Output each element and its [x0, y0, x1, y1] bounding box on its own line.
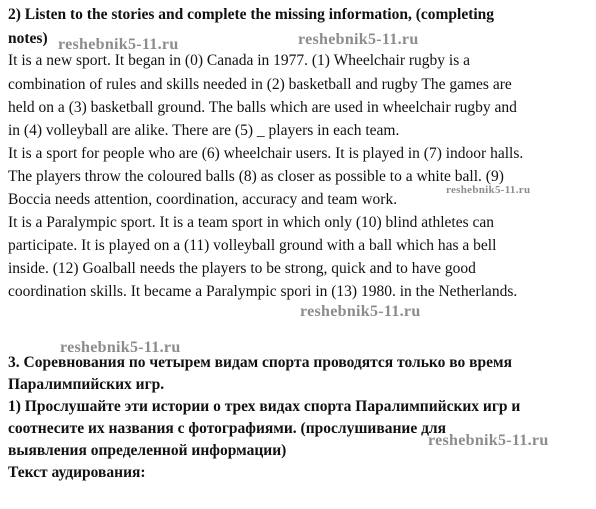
task2-text-line: It is a new sport. It began in (0) Canada in 1977. (1) Wheelchair rugby is a — [8, 52, 470, 69]
task3-line: 3. Соревнования по четырем видам спорта проводятся только во время — [8, 354, 512, 371]
watermark: reshebnik5-11.ru — [58, 36, 179, 53]
task2-text-line: in (4) volleyball are alike. There are (5) _ players in each team. — [8, 122, 400, 139]
watermark: reshebnik5-11.ru — [60, 339, 181, 356]
task2-text-line: held on a (3) basketball ground. The balls which are used in wheelchair rugby and — [8, 99, 517, 116]
task2-text-line: Boccia needs attention, coordination, accuracy and team work. — [8, 191, 398, 208]
watermark: reshebnik5-11.ru — [446, 184, 531, 196]
watermark: reshebnik5-11.ru — [300, 303, 421, 320]
task2-title-line2: notes) — [8, 30, 48, 47]
task3-line: 1) Прослушайте эти истории о трех видах спорта Паралимпийских игр и — [8, 398, 521, 415]
watermark: reshebnik5-11.ru — [298, 31, 419, 48]
task2-text-line: It is a sport for people who are (6) wheelchair users. It is played in (7) indoor halls. — [8, 145, 524, 162]
task3-line: Паралимпийских игр. — [8, 376, 165, 393]
task2-text-line: participate. It is played on a (11) volleyball ground with a ball which has a bell — [8, 237, 497, 254]
task2-text-line: inside. (12) Goalball needs the players to be strong, quick and to have good — [8, 260, 476, 277]
task3-line: Текст аудирования: — [8, 464, 146, 481]
task3-line: соотнесите их названия с фотографиями. (прослушивание для — [8, 420, 447, 437]
task2-text-line: It is a Paralympic sport. It is a team sport in which only (10) blind athletes can — [8, 214, 494, 231]
watermark: reshebnik5-11.ru — [428, 432, 549, 449]
task2-text-line: combination of rules and skills needed in (2) basketball and rugby The games are — [8, 76, 512, 93]
task3-line: выявления определенной информации) — [8, 442, 287, 459]
task2-text-line: coordination skills. It became a Paralympic spori in (13) 1980. in the Netherlands. — [8, 283, 518, 300]
task2-title-line1: 2) Listen to the stories and complete the missing information, (completing — [8, 6, 495, 23]
task2-text-line: The players throw the coloured balls (8) as closer as possible to a white ball. (9) — [8, 168, 504, 185]
